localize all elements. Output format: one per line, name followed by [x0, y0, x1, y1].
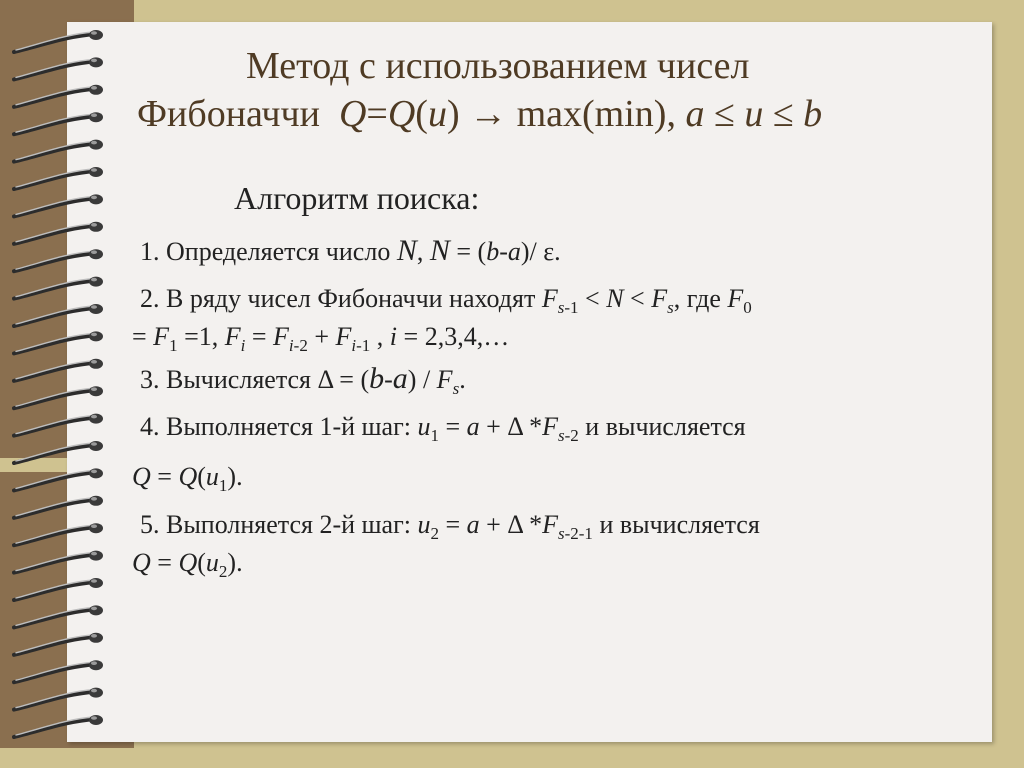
step-1: 1. Определяется число N, N = (b-a)/ ε.	[140, 234, 561, 267]
spiral-ring	[14, 167, 103, 189]
spiral-ring	[14, 633, 103, 655]
slide-title-line-2: Фибоначчи Q=Q(u) → max(min), a ≤ u ≤ b	[137, 93, 823, 135]
step-5-line-1: 5. Выполняется 2-й шаг: $u_2 = a + \Delta$ $*F_{s-2-1}$ и вычисляется	[140, 510, 760, 543]
spiral-ring	[14, 605, 103, 627]
step-4-line-2: $Q = Q(u_1)$.	[132, 462, 243, 495]
spiral-ring	[14, 551, 103, 573]
spiral-ring	[14, 30, 103, 52]
spiral-ring	[14, 331, 103, 353]
spiral-ring	[14, 304, 103, 326]
spiral-ring	[14, 85, 103, 107]
algorithm-heading: Алгоритм поиска:	[234, 180, 480, 216]
step-2-line-1: 2. В ряду чисел Фибоначчи находят $F_{s-1} < N < F_s$, где $F_0$	[140, 284, 752, 317]
spiral-ring	[14, 222, 103, 244]
spiral-ring	[14, 414, 103, 436]
spiral-ring	[14, 57, 103, 79]
spiral-ring	[14, 660, 103, 682]
spiral-ring	[14, 249, 103, 271]
spiral-ring	[14, 715, 103, 737]
spiral-ring	[14, 688, 103, 710]
slide-title-line-1: Метод с использованием чисел	[246, 45, 750, 87]
spiral-ring	[14, 496, 103, 518]
spiral-ring	[14, 359, 103, 381]
spiral-ring	[14, 386, 103, 408]
spiral-binding	[0, 0, 134, 768]
step-5-line-2: $Q = Q(u_2)$.	[132, 548, 243, 581]
spiral-ring	[14, 578, 103, 600]
spiral-ring	[14, 441, 103, 463]
spiral-ring	[14, 194, 103, 216]
step-3: 3. Вычисляется $\Delta = (b-a) / F_s$.	[140, 362, 466, 398]
spiral-ring	[14, 523, 103, 545]
spiral-ring	[14, 140, 103, 162]
spiral-ring	[14, 277, 103, 299]
step-2-line-2: = $F_1 =1$, $F_i = F_{i-2} + F_{i-1}$ , i = 2,3,4,…	[132, 322, 510, 355]
step-4-line-1: 4. Выполняется 1-й шаг: $u_1 = a + \Delta$ $*F_{s-2}$ и вычисляется	[140, 412, 746, 445]
spiral-ring	[14, 112, 103, 134]
spiral-ring	[14, 468, 103, 490]
